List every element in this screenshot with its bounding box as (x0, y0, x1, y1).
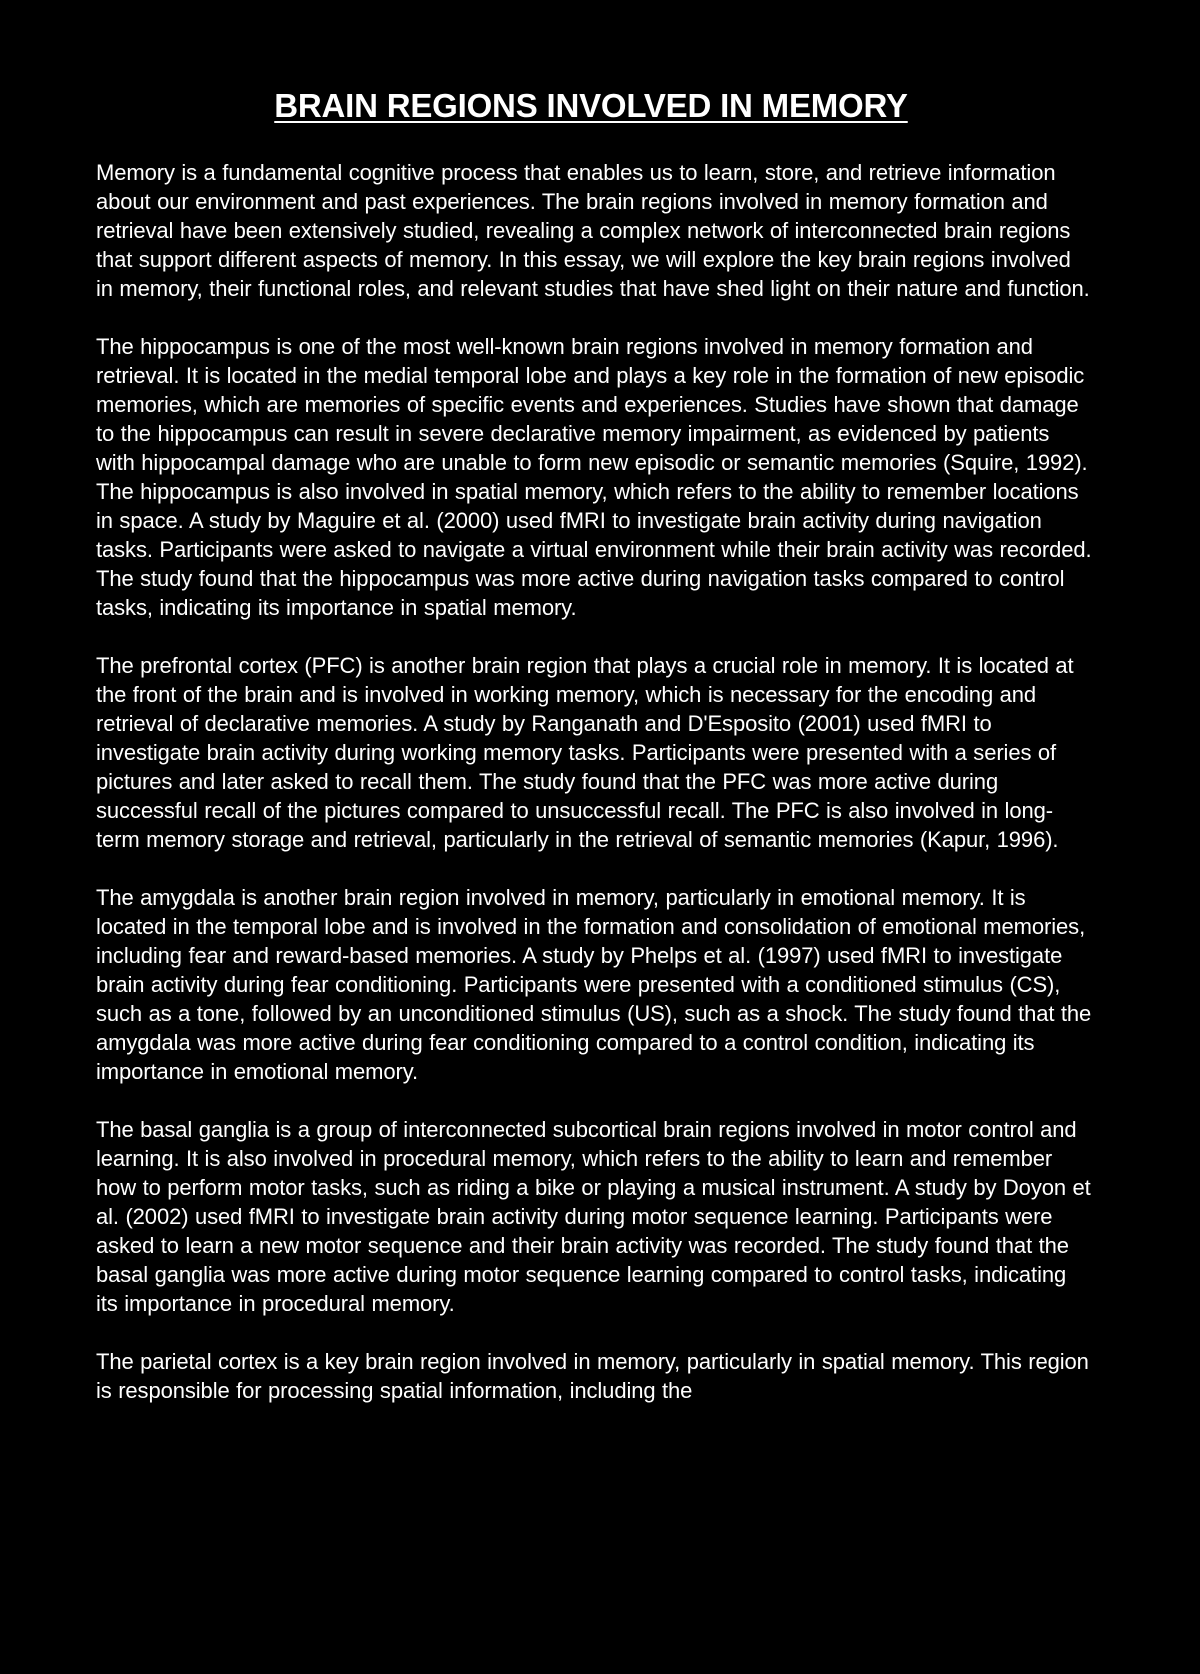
paragraph-hippocampus: The hippocampus is one of the most well-known brain regions involved in memory formation and retrieval. It is located in the medial temporal lobe and plays a key role in the formation of new episodic memories, which are memories of specific events and experiences. Studies have shown that damage to the hippocampus can result in severe declarative memory impairment, as evidenced by patients with hippocampal damage who are unable to form new episodic or semantic memories (Squire, 1992). The hippocampus is also involved in spatial memory, which refers to the ability to remember locations in space. A study by Maguire et al. (2000) used fMRI to investigate brain activity during navigation tasks. Participants were asked to navigate a virtual environment while their brain activity was recorded. The study found that the hippocampus was more active during navigation tasks compared to control tasks, indicating its importance in spatial memory. (96, 334, 1092, 620)
paragraph-parietal-cortex: The parietal cortex is a key brain region involved in memory, particularly in spatial memory. This region is responsible for processing spatial information, including the (96, 1349, 1089, 1403)
document-title: BRAIN REGIONS INVOLVED IN MEMORY (274, 87, 908, 124)
paragraph-basal-ganglia: The basal ganglia is a group of interconnected subcortical brain regions involved in motor control and learning. It is also involved in procedural memory, which refers to the ability to learn and remember how to perform motor tasks, such as riding a bike or playing a musical instrument. A study by Doyon et al. (2002) used fMRI to investigate brain activity during motor sequence learning. Participants were asked to learn a new motor sequence and their brain activity was recorded. The study found that the basal ganglia was more active during motor sequence learning compared to control tasks, indicating its importance in procedural memory. (96, 1117, 1091, 1316)
document-body (96, 158, 1092, 1405)
paragraph-amygdala: The amygdala is another brain region involved in memory, particularly in emotional memory. It is located in the temporal lobe and is involved in the formation and consolidation of emotional memories, including fear and reward-based memories. A study by Phelps et al. (1997) used fMRI to investigate brain activity during fear conditioning. Participants were presented with a conditioned stimulus (CS), such as a tone, followed by an unconditioned stimulus (US), such as a shock. The study found that the amygdala was more active during fear conditioning compared to a control condition, indicating its importance in emotional memory. (96, 885, 1092, 1084)
paragraph-intro: Memory is a fundamental cognitive process that enables us to learn, store, and retrieve information about our environment and past experiences. The brain regions involved in memory formation and retrieval have been extensively studied, revealing a complex network of interconnected brain regions that support different aspects of memory. In this essay, we will explore the key brain regions involved in memory, their functional roles, and relevant studies that have shed light on their nature and function. (96, 160, 1090, 301)
paragraph-prefrontal-cortex: The prefrontal cortex (PFC) is another brain region that plays a crucial role in memory. It is located at the front of the brain and is involved in working memory, which is necessary for the encoding and retrieval of declarative memories. A study by Ranganath and D'Esposito (2001) used fMRI to investigate brain activity during working memory tasks. Participants were presented with a series of pictures and later asked to recall them. The study found that the PFC was more active during successful recall of the pictures compared to unsuccessful recall. The PFC is also involved in long-term memory storage and retrieval, particularly in the retrieval of semantic memories (Kapur, 1996). (96, 653, 1074, 852)
